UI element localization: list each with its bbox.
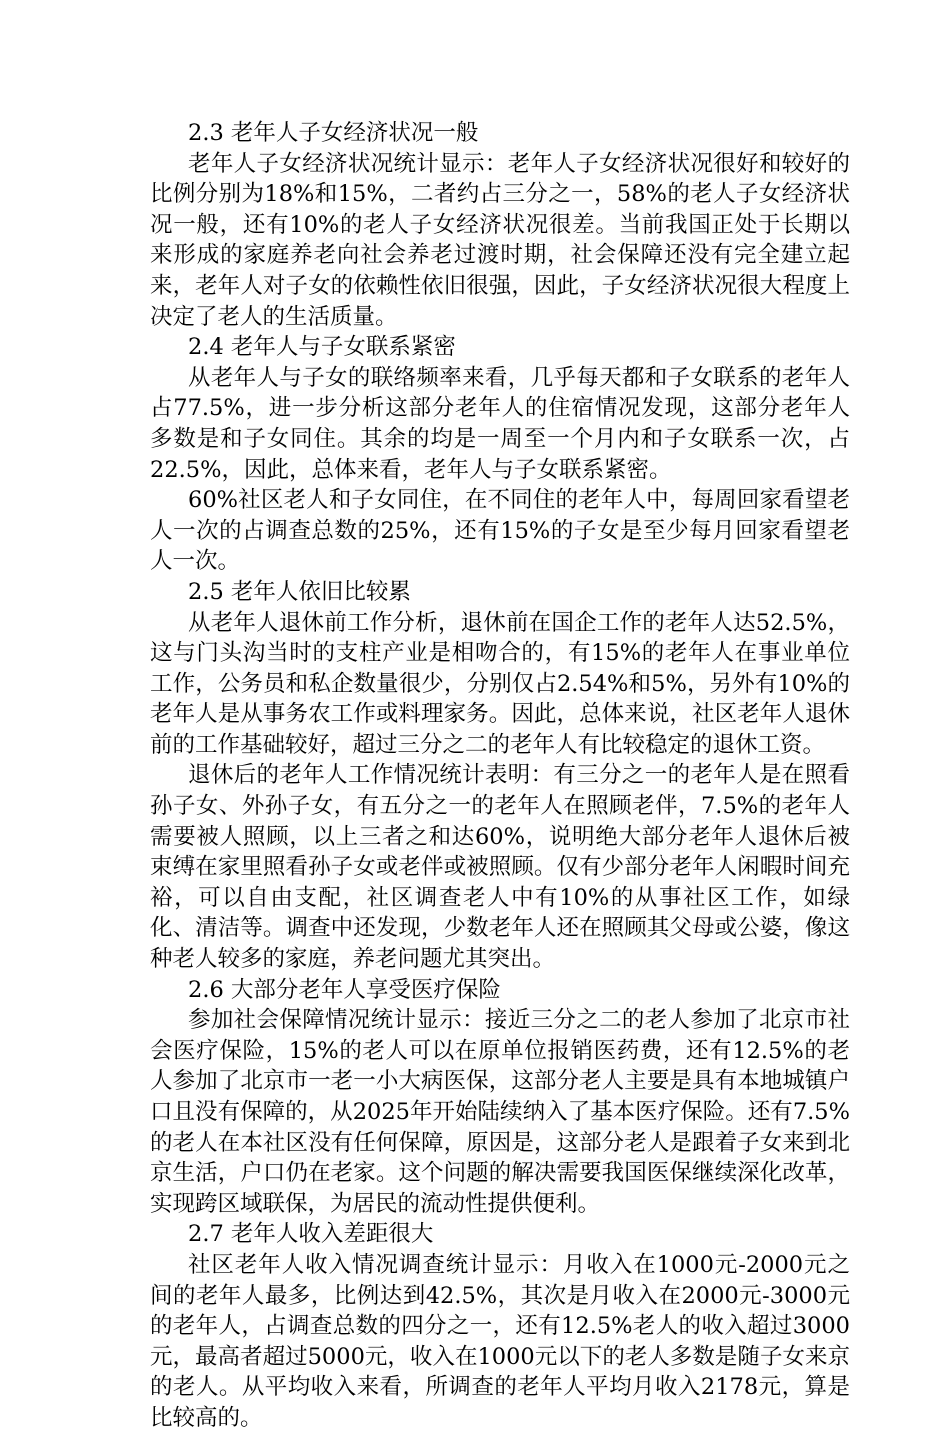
section-heading-2-7: 2.7 老年人收入差距很大 [188,1221,434,1248]
paragraph-children-economy: 老年人子女经济状况统计显示：老年人子女经济状况很好和较好的比例分别为18%和15%，二者约占三分之一，58%的老人子女经济状况一般，还有10%的老人子女经济状况很差。当前我国正处于长期以来形成的家庭养老向社会养老过渡时期，社会保障还没有完全建立起来，老年人对子女的依赖性依旧很强，因此，子女经济状况很大程度上决定了老人的生活质量。 [150,150,850,330]
section-heading-2-5: 2.5 老年人依旧比较累 [188,578,411,605]
section-heading-2-3: 2.3 老年人子女经济状况一般 [188,120,479,146]
paragraph-living-together: 60%社区老人和子女同住，在不同住的老年人中，每周回家看望老人一次的占调查总数的25%，还有15%的子女是至少每月回家看望老人一次。 [150,487,850,575]
paragraph-medical-insurance: 参加社会保障情况统计显示：接近三分之二的老人参加了北京市社会医疗保险，15%的老人可以在原单位报销医药费，还有12.5%的老人参加了北京市一老一小大病医保，这部分老人主要是具有本地城镇户口且没有保障的，从2025年开始陆续纳入了基本医疗保险。还有7.5%的老人在本社区没有任何保障，原因是，这部分老人是跟着子女来到北京生活，户口仍在老家。这个问题的解决需要我国医保继续深化改革，实现跨区域联保，为居民的流动性提供便利。 [150,1007,850,1217]
paragraph-work-after-retirement: 退休后的老年人工作情况统计表明：有三分之一的老年人是在照看孙子女、外孙子女，有五分之一的老年人在照顾老伴，7.5%的老年人需要被人照顾，以上三者之和达60%，说明绝大部分老年人退休后被束缚在家里照看孙子女或老伴或被照顾。仅有少部分老年人闲暇时间充裕，可以自由支配，社区调查老人中有10%的从事社区工作，如绿化、清洁等。调查中还发现，少数老年人还在照顾其父母或公婆，像这种老人较多的家庭，养老问题尤其突出。 [150,762,850,973]
document-page [150,118,850,1434]
paragraph-income-gap: 社区老年人收入情况调查统计显示：月收入在1000元-2000元之间的老年人最多，比例达到42.5%，其次是月收入在2000元-3000元的老年人，占调查总数的四分之一，还有12.5%老人的收入超过3000元，最高者超过5000元，收入在1000元以下的老人多数是随子女来京的老人。从平均收入来看，所调查的老年人平均月收入2178元，算是比较高的。 [150,1251,850,1431]
paragraph-work-before-retirement: 从老年人退休前工作分析，退休前在国企工作的老年人达52.5%，这与门头沟当时的支柱产业是相吻合的，有15%的老年人在事业单位工作，公务员和私企数量很少，分别仅占2.54%和5%，另外有10%的老年人是从事务农工作或料理家务。因此，总体来说，社区老年人退休前的工作基础较好，超过三分之二的老年人有比较稳定的退休工资。 [150,609,850,758]
paragraph-contact-frequency: 从老年人与子女的联络频率来看，几乎每天都和子女联系的老年人占77.5%，进一步分析这部分老年人的住宿情况发现，这部分老年人多数是和子女同住。其余的均是一周至一个月内和子女联系一次，占22.5%，因此，总体来看，老年人与子女联系紧密。 [150,364,850,483]
section-heading-2-4: 2.4 老年人与子女联系紧密 [188,334,456,361]
section-heading-2-6: 2.6 大部分老年人享受医疗保险 [188,976,501,1003]
